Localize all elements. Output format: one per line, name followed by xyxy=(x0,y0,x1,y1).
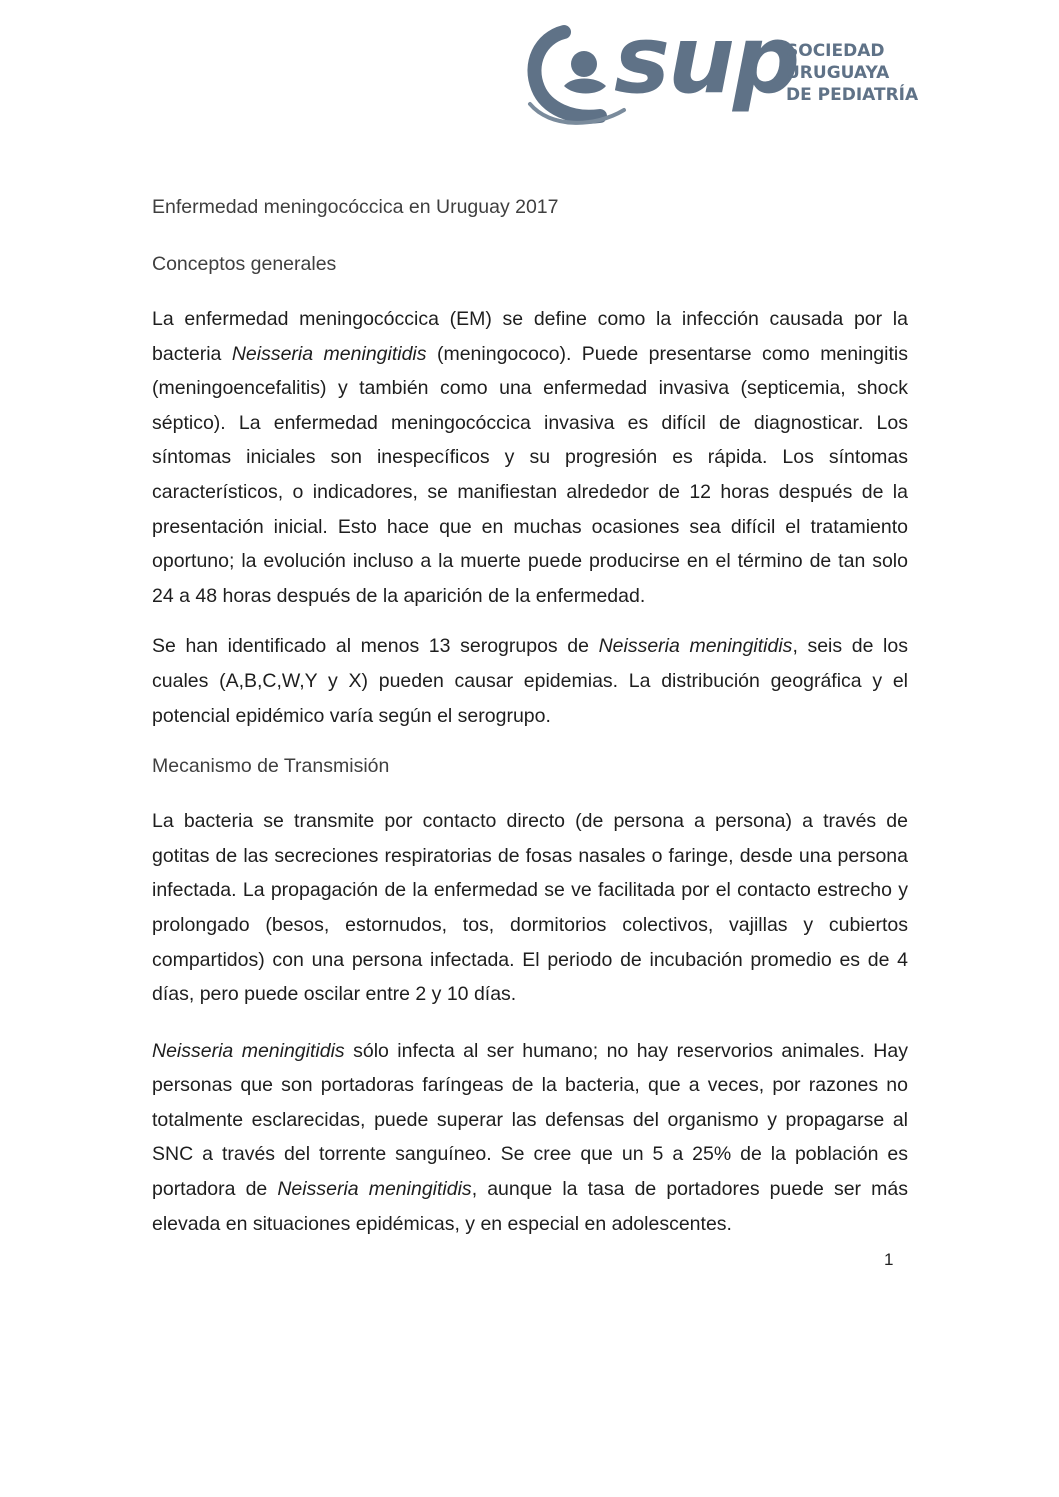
species-name: Neisseria meningitidis xyxy=(152,1039,345,1062)
society-line: DE PEDIATRÍA xyxy=(786,85,919,105)
page-number: 1 xyxy=(884,1250,894,1269)
section-heading: Mecanismo de Transmisión xyxy=(152,755,390,778)
species-name: Neisseria meningitidis xyxy=(598,635,793,658)
species-name: Neisseria meningitidis xyxy=(277,1178,472,1201)
paragraph xyxy=(152,1034,908,1242)
section-heading: Conceptos generales xyxy=(152,253,337,275)
paragraph xyxy=(152,629,908,733)
text-run: sólo infecta al ser humano; no hay reservorios animales. Hay personas que son portadoras faríngeas de la bacteria, que a veces, por razones no totalmente esclarecidas, puede superar las defensas del organismo y propagarse al SNC a través del torrente sanguíneo. Se cree que un 5 a 25% de la población es portadora de xyxy=(152,1039,908,1201)
society-line: SOCIEDAD xyxy=(786,41,885,61)
text-run: Se han identificado al menos 13 serogrupos de xyxy=(152,635,599,658)
society-name xyxy=(786,40,918,106)
text-run: La bacteria se transmite por contacto directo (de persona a persona) a través de gotitas de las secreciones respiratorias de fosas nasales o faringe, desde una persona infectada. La propagación de la enfermedad se ve facilitada por el contacto estrecho y prolongado (besos, estornudos, tos, dormitorios colectivos, vajillas y cubiertos compartidos) con una persona infectada. El periodo de incubación promedio es de 4 días, pero puede oscilar entre 2 y 10 días. xyxy=(152,810,908,1006)
paragraph xyxy=(152,302,908,613)
society-line: URUGUAYA xyxy=(786,63,890,83)
document-body xyxy=(152,196,908,1257)
paragraph xyxy=(152,804,908,1012)
text-run: , seis de los cuales (A,B,C,W,Y y X) pueden causar epidemias. La distribución geográfica y el potencial epidémico varía según el serogrupo. xyxy=(152,635,908,727)
text-run: La enfermedad meningocóccica (EM) se define como la infección causada por la bacteria xyxy=(152,308,908,365)
document-title: Enfermedad meningocóccica en Uruguay 2017 xyxy=(152,196,559,218)
text-run: (meningococo). Puede presentarse como meningitis (meningoencefalitis) y también como una enfermedad invasiva (septicemia, shock séptico). La enfermedad meningocóccica invasiva es difícil de diagnosticar. Los síntomas iniciales son inespecíficos y su progresión es rápida. Los síntomas característicos, o indicadores, se manifiestan alrededor de 12 horas después de la presentación inicial. Esto hace que en muchas ocasiones sea difícil el tratamiento oportuno; la evolución incluso a la muerte puede producirse en el término de tan solo 24 a 48 horas después de la aparición de la enfermedad. xyxy=(152,342,908,607)
sup-logo xyxy=(524,6,924,128)
species-name: Neisseria meningitidis xyxy=(231,342,427,365)
text-run: , aunque la tasa de portadores puede ser más elevada en situaciones epidémicas, y en especial en adolescentes. xyxy=(152,1178,908,1235)
logo-wordmark: sup xyxy=(614,6,799,115)
